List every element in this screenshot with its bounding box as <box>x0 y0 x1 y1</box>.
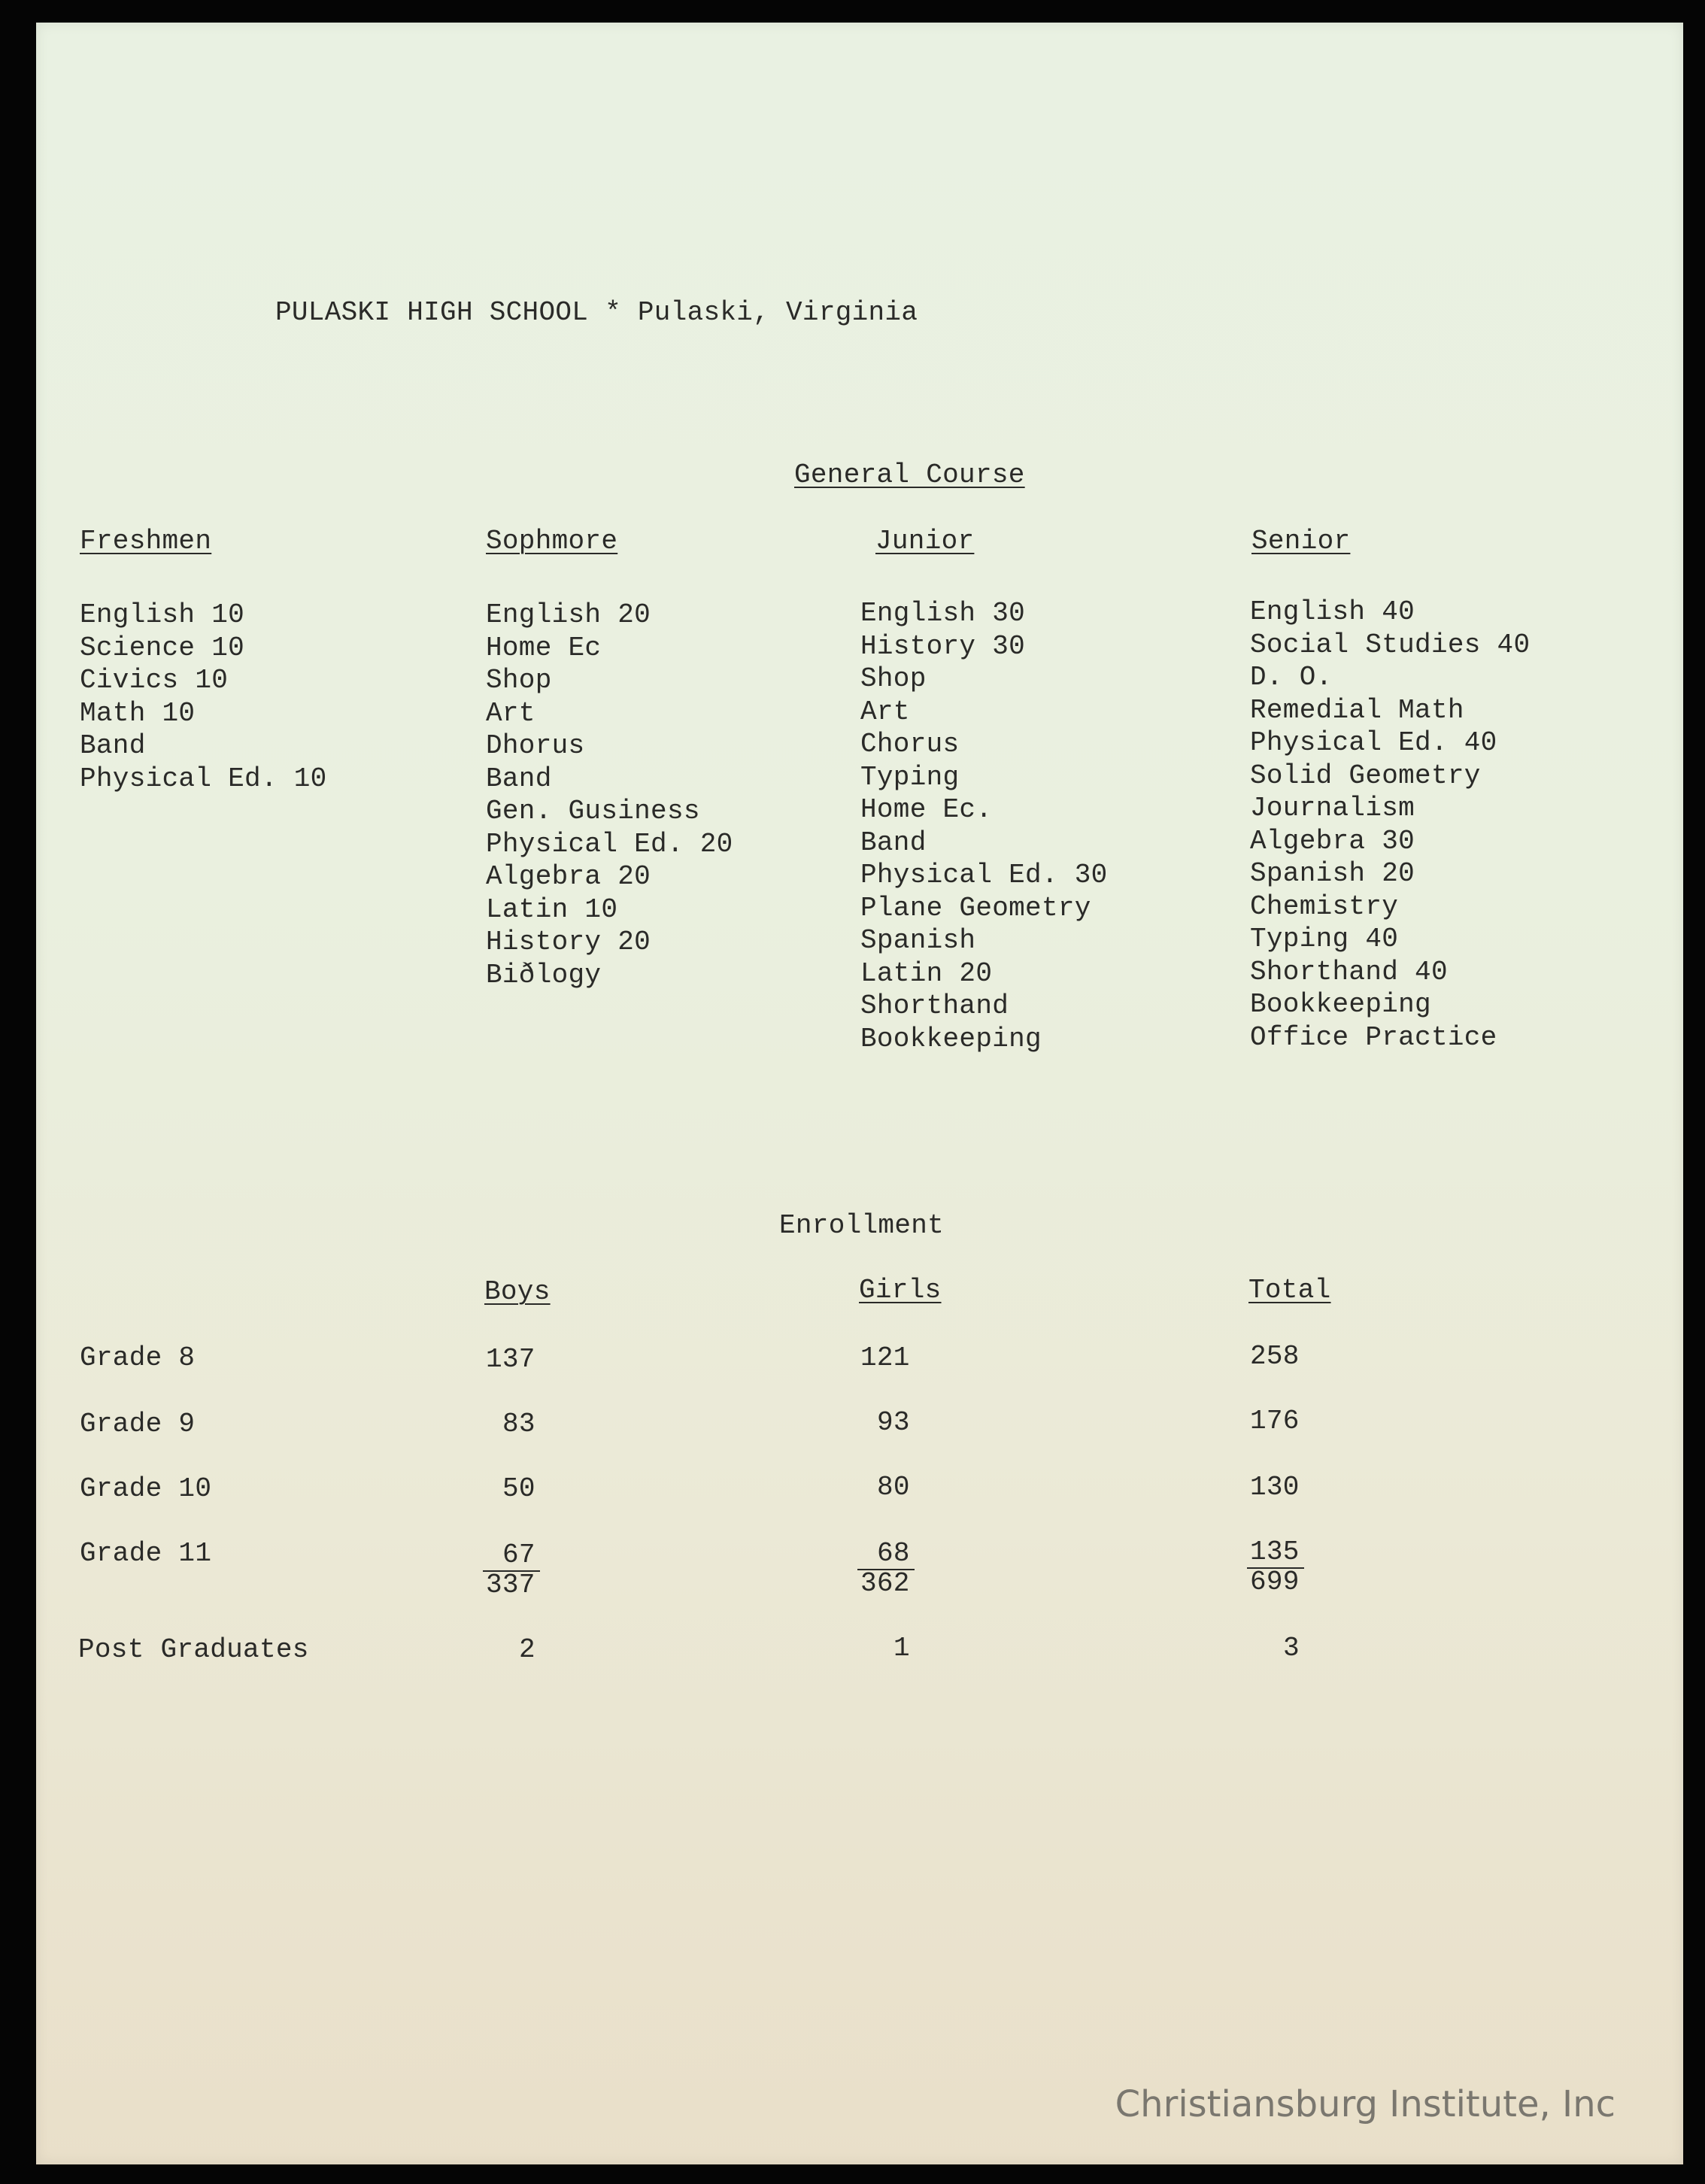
course-item: Remedial Math <box>1250 694 1464 726</box>
total-value: 130 <box>1250 1472 1300 1503</box>
freshmen-header: Freshmen <box>80 526 212 557</box>
course-item: Shop <box>860 663 927 694</box>
freshmen-course-list <box>80 599 327 795</box>
course-item: Dhorus <box>486 730 585 761</box>
course-item: English 10 <box>80 599 245 630</box>
junior-course-list <box>860 597 1108 1055</box>
course-item: Home Ec. <box>860 794 993 825</box>
boys-value: 83 <box>502 1409 535 1439</box>
watermark: Christiansburg Institute, Inc <box>1115 2083 1616 2125</box>
course-item: Spanish <box>860 925 976 956</box>
senior-header: Senior <box>1251 526 1351 557</box>
course-item: Science 10 <box>80 632 245 663</box>
course-item: Typing <box>860 761 960 793</box>
total-column-header: Total <box>1248 1275 1331 1306</box>
sophmore-course-list <box>486 599 733 991</box>
course-item: Plane Geometry <box>860 892 1091 924</box>
row-label: Post Graduates <box>78 1634 309 1665</box>
course-item: Journalism <box>1250 793 1415 824</box>
course-item: Office Practice <box>1250 1021 1497 1053</box>
course-item: Gen. Gusiness <box>486 796 700 827</box>
sophmore-header: Sophmore <box>486 526 618 557</box>
course-item: D. O. <box>1250 662 1333 693</box>
course-item: Art <box>860 696 910 727</box>
girls-value: 121 <box>860 1342 910 1373</box>
course-item: Home Ec <box>486 632 602 663</box>
course-item: Bookkeeping <box>860 1023 1042 1054</box>
course-item: Shorthand 40 <box>1250 956 1448 987</box>
course-item: Typing 40 <box>1250 924 1399 954</box>
boys-column-header: Boys <box>484 1276 551 1307</box>
document-heading: PULASKI HIGH SCHOOL * Pulaski, Virginia <box>275 297 918 328</box>
course-item: Social Studies 40 <box>1250 629 1531 660</box>
course-item: Shorthand <box>860 990 1009 1021</box>
boys-value: 50 <box>502 1473 535 1504</box>
girls-value: 93 <box>877 1407 910 1438</box>
course-item: Algebra 30 <box>1250 825 1415 857</box>
total-value: 176 <box>1250 1406 1300 1436</box>
course-title: General Course <box>794 460 1025 490</box>
course-item: Band <box>860 827 927 858</box>
course-item: History 20 <box>486 927 651 957</box>
document-page <box>36 23 1683 2164</box>
course-item: History 30 <box>860 630 1026 662</box>
girls-value: 80 <box>877 1472 910 1503</box>
course-item: Band <box>80 730 146 761</box>
row-label: Grade 11 <box>80 1538 212 1569</box>
row-label: Grade 8 <box>80 1342 196 1373</box>
course-item: Art <box>486 697 535 729</box>
girls-sum: 362 <box>860 1568 910 1599</box>
course-item: Bookkeeping <box>1250 989 1431 1020</box>
course-item: Solid Geometry <box>1250 760 1481 791</box>
total-value: 3 <box>1283 1633 1300 1664</box>
senior-course-list <box>1250 596 1530 1054</box>
course-item: Physical Ed. 40 <box>1250 727 1497 758</box>
course-item: Algebra 20 <box>486 861 651 892</box>
course-item: Chorus <box>860 729 960 760</box>
course-item: Civics 10 <box>80 665 229 696</box>
course-item: Band <box>486 763 552 794</box>
course-item: Physical Ed. 20 <box>486 828 733 860</box>
row-label: Grade 10 <box>80 1473 212 1504</box>
total-sum: 699 <box>1250 1567 1300 1597</box>
boys-sum: 337 <box>486 1570 535 1600</box>
course-item: Latin 10 <box>486 893 618 925</box>
boys-value: 67 <box>502 1539 535 1570</box>
girls-value: 1 <box>893 1633 910 1664</box>
boys-value: 2 <box>519 1634 535 1665</box>
total-value: 258 <box>1250 1341 1300 1372</box>
course-item: Shop <box>486 665 552 696</box>
enrollment-title: Enrollment <box>779 1210 945 1241</box>
girls-column-header: Girls <box>859 1275 942 1306</box>
boys-value: 137 <box>486 1344 535 1375</box>
course-item: Latin 20 <box>860 957 993 989</box>
girls-value: 68 <box>877 1538 910 1569</box>
course-item: English 30 <box>860 598 1026 629</box>
junior-header: Junior <box>875 526 975 557</box>
course-item: Spanish 20 <box>1250 858 1415 889</box>
course-item: Physical Ed. 10 <box>80 763 327 794</box>
course-item: Chemistry <box>1250 890 1399 922</box>
total-value: 135 <box>1250 1536 1300 1567</box>
course-item: English 20 <box>486 599 651 630</box>
course-item: Physical Ed. 30 <box>860 860 1108 890</box>
row-label: Grade 9 <box>80 1409 196 1439</box>
course-item: Math 10 <box>80 697 196 729</box>
course-item: Biðlogy <box>486 959 602 990</box>
course-item: English 40 <box>1250 596 1415 627</box>
